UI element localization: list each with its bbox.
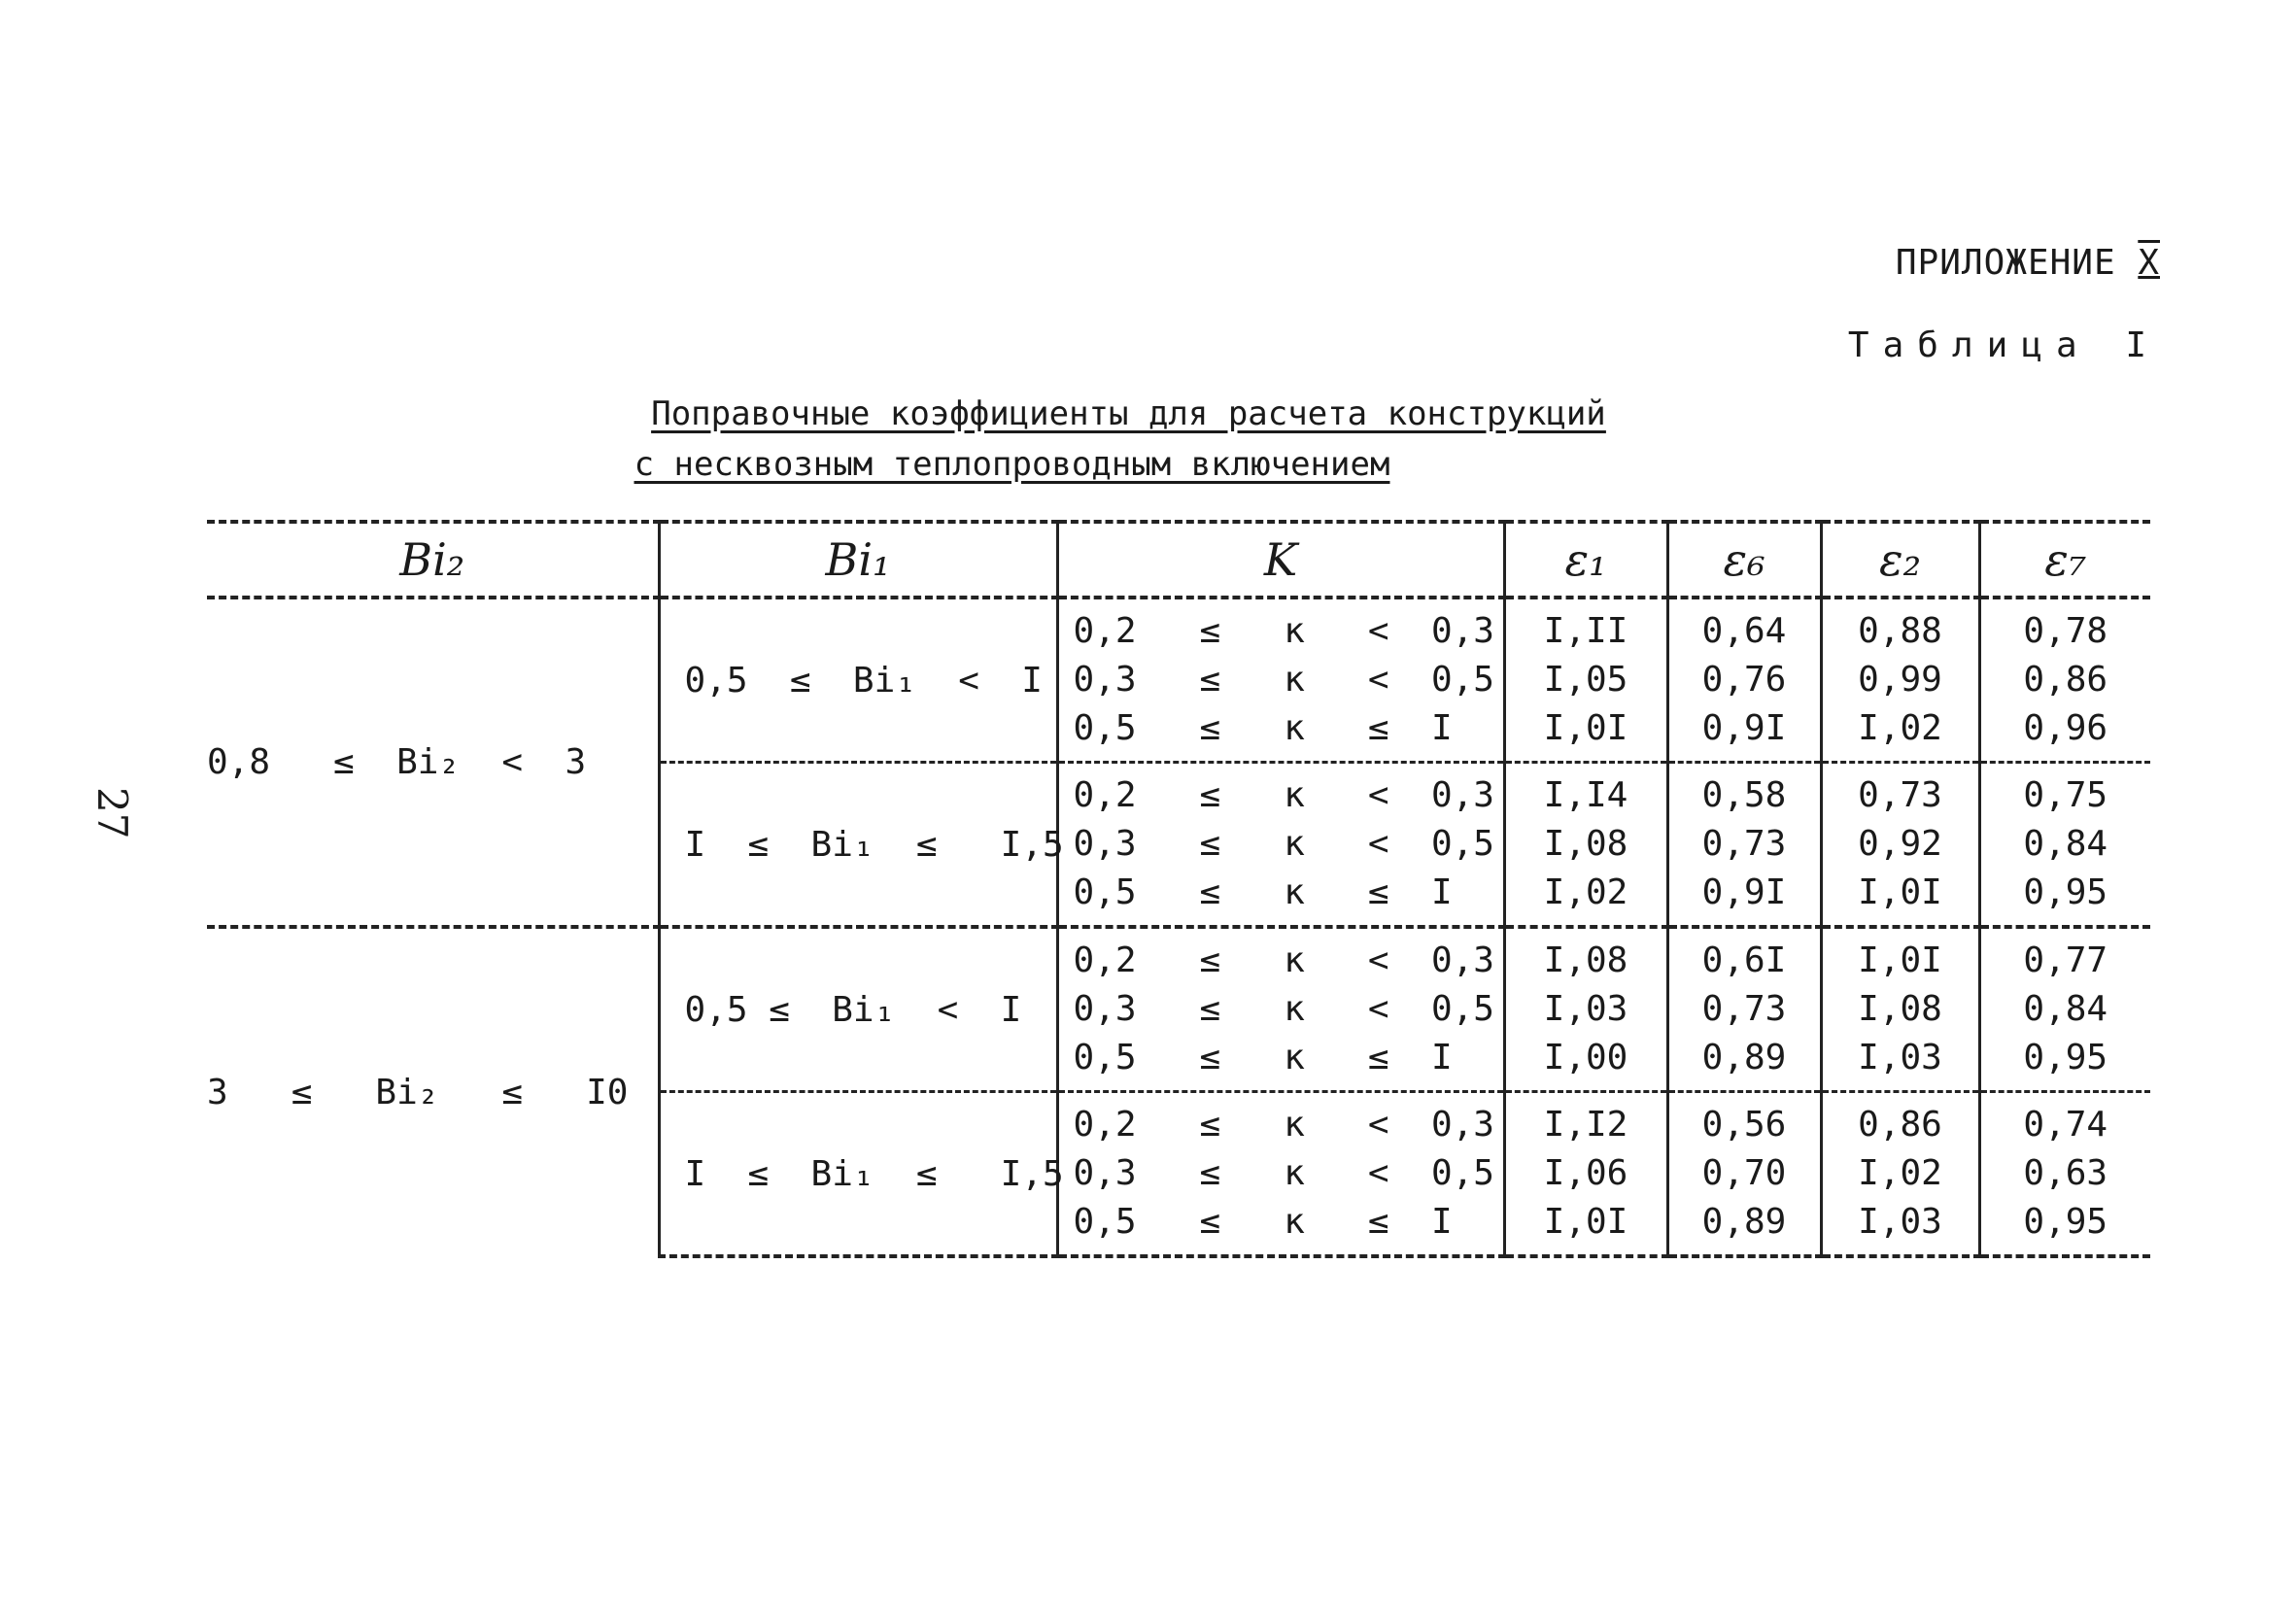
e2-cell [1821, 598, 1979, 763]
e1-cell [1504, 598, 1667, 763]
header-e6: ε₆ [1667, 522, 1821, 598]
e7-cell-line: 0,74 [2023, 1105, 2108, 1145]
e6-cell [1667, 763, 1821, 928]
e2-cell-line: 0,88 [1858, 611, 1942, 651]
k-range-cell [1057, 763, 1504, 928]
e1-cell-line: I,I4 [1543, 775, 1628, 815]
bi1-range-cell: 0,5 ≤ Bi₁ < I [659, 927, 1057, 1092]
e7-cell [1979, 763, 2150, 928]
e6-cell-line: 0,70 [1701, 1153, 1787, 1193]
e6-cell-line: 0,73 [1701, 989, 1787, 1029]
k-range-cell-line: 0,2 ≤ к < 0,3 [1073, 611, 1494, 651]
bi1-range-cell: 0,5 ≤ Bi₁ < I [659, 598, 1057, 763]
title-line-1: Поправочные коэффициенты для расчета конструкций [651, 394, 1606, 433]
e1-cell-line: I,00 [1543, 1038, 1628, 1077]
e6-cell-line: 0,9I [1701, 872, 1787, 912]
e7-cell-line: 0,77 [2023, 940, 2108, 980]
e1-cell [1504, 763, 1667, 928]
appendix-label [1896, 243, 2160, 283]
header-row [207, 522, 2150, 598]
e2-cell [1821, 1092, 1979, 1257]
e6-cell [1667, 598, 1821, 763]
table-number: Таблица I [1847, 325, 2160, 365]
e2-cell [1821, 763, 1979, 928]
e7-cell [1979, 927, 2150, 1092]
e7-cell-line: 0,63 [2023, 1153, 2108, 1193]
bi1-range-cell: I ≤ Bi₁ ≤ I,5 [659, 1092, 1057, 1257]
e6-cell-line: 0,56 [1701, 1105, 1787, 1145]
e7-cell-line: 0,95 [2023, 872, 2108, 912]
e2-cell-line: I,08 [1858, 989, 1942, 1029]
header-k: K [1057, 522, 1504, 598]
header-bi1: Bi₁ [659, 522, 1057, 598]
e2-cell-line: 0,99 [1858, 660, 1942, 700]
k-range-cell-line: 0,2 ≤ к < 0,3 [1073, 775, 1494, 815]
e6-cell-line: 0,9I [1701, 708, 1787, 748]
coefficients-table [207, 520, 2150, 1258]
e6-cell-line: 0,76 [1701, 660, 1787, 700]
k-range-cell-line: 0,2 ≤ к < 0,3 [1073, 1105, 1494, 1145]
e2-cell-line: I,03 [1858, 1038, 1942, 1077]
bi2-range-cell: 3 ≤ Bi₂ ≤ I0 [207, 927, 659, 1256]
e2-cell-line: 0,86 [1858, 1105, 1942, 1145]
e7-cell-line: 0,95 [2023, 1038, 2108, 1077]
table-row [207, 927, 2150, 1092]
table-body [207, 598, 2150, 1256]
k-range-cell-line: 0,5 ≤ к ≤ I [1073, 1202, 1453, 1242]
k-range-cell-line: 0,3 ≤ к < 0,5 [1073, 824, 1494, 864]
e6-cell-line: 0,64 [1701, 611, 1787, 651]
e1-cell-line: I,0I [1543, 708, 1628, 748]
e7-cell-line: 0,84 [2023, 824, 2108, 864]
e1-cell-line: I,08 [1543, 940, 1628, 980]
header-e2: ε₂ [1821, 522, 1979, 598]
e6-cell-line: 0,89 [1701, 1038, 1787, 1077]
e2-cell [1821, 927, 1979, 1092]
e1-cell [1504, 1092, 1667, 1257]
e2-cell-line: I,02 [1858, 708, 1942, 748]
e2-cell-line: I,03 [1858, 1202, 1942, 1242]
e6-cell-line: 0,73 [1701, 824, 1787, 864]
k-range-cell-line: 0,5 ≤ к ≤ I [1073, 708, 1453, 748]
k-range-cell-line: 0,5 ≤ к ≤ I [1073, 1038, 1453, 1077]
e2-cell-line: 0,92 [1858, 824, 1942, 864]
k-range-cell [1057, 1092, 1504, 1257]
e6-cell-line: 0,58 [1701, 775, 1787, 815]
e1-cell-line: I,0I [1543, 1202, 1628, 1242]
e1-cell-line: I,03 [1543, 989, 1628, 1029]
k-range-cell-line: 0,5 ≤ к ≤ I [1073, 872, 1453, 912]
e7-cell-line: 0,86 [2023, 660, 2108, 700]
k-range-cell-line: 0,3 ≤ к < 0,5 [1073, 1153, 1494, 1193]
appendix-number: X [2138, 243, 2160, 283]
table-row [207, 598, 2150, 763]
e1-cell-line: I,05 [1543, 660, 1628, 700]
header-bi2: Bi₂ [207, 522, 659, 598]
k-range-cell-line: 0,3 ≤ к < 0,5 [1073, 660, 1494, 700]
e2-cell-line: I,0I [1858, 872, 1942, 912]
e7-cell [1979, 1092, 2150, 1257]
e2-cell-line: I,02 [1858, 1153, 1942, 1193]
e7-cell [1979, 598, 2150, 763]
k-range-cell [1057, 927, 1504, 1092]
e6-cell [1667, 927, 1821, 1092]
table-title [0, 389, 2296, 490]
e2-cell-line: I,0I [1858, 940, 1942, 980]
bi1-range-cell: I ≤ Bi₁ ≤ I,5 [659, 763, 1057, 928]
e6-cell [1667, 1092, 1821, 1257]
e6-cell-line: 0,89 [1701, 1202, 1787, 1242]
header-e7: ε₇ [1979, 522, 2150, 598]
e1-cell-line: I,II [1543, 611, 1628, 651]
page-number: 27 [88, 787, 136, 839]
k-range-cell-line: 0,2 ≤ к < 0,3 [1073, 940, 1494, 980]
e1-cell [1504, 927, 1667, 1092]
e6-cell-line: 0,6I [1701, 940, 1787, 980]
k-range-cell [1057, 598, 1504, 763]
e7-cell-line: 0,78 [2023, 611, 2108, 651]
appendix-label-text: ПРИЛОЖЕНИЕ [1895, 243, 2116, 283]
bi2-range-cell: 0,8 ≤ Bi₂ < 3 [207, 742, 587, 782]
header-e1: ε₁ [1504, 522, 1667, 598]
e7-cell-line: 0,75 [2023, 775, 2108, 815]
e7-cell-line: 0,96 [2023, 708, 2108, 748]
e2-cell-line: 0,73 [1858, 775, 1942, 815]
k-range-cell-line: 0,3 ≤ к < 0,5 [1073, 989, 1494, 1029]
e1-cell-line: I,02 [1543, 872, 1628, 912]
e1-cell-line: I,08 [1543, 824, 1628, 864]
e1-cell-line: I,06 [1543, 1153, 1628, 1193]
e7-cell-line: 0,95 [2023, 1202, 2108, 1242]
title-line-2: с несквозным теплопроводным включением [634, 445, 1390, 484]
e1-cell-line: I,I2 [1543, 1105, 1628, 1145]
e7-cell-line: 0,84 [2023, 989, 2108, 1029]
